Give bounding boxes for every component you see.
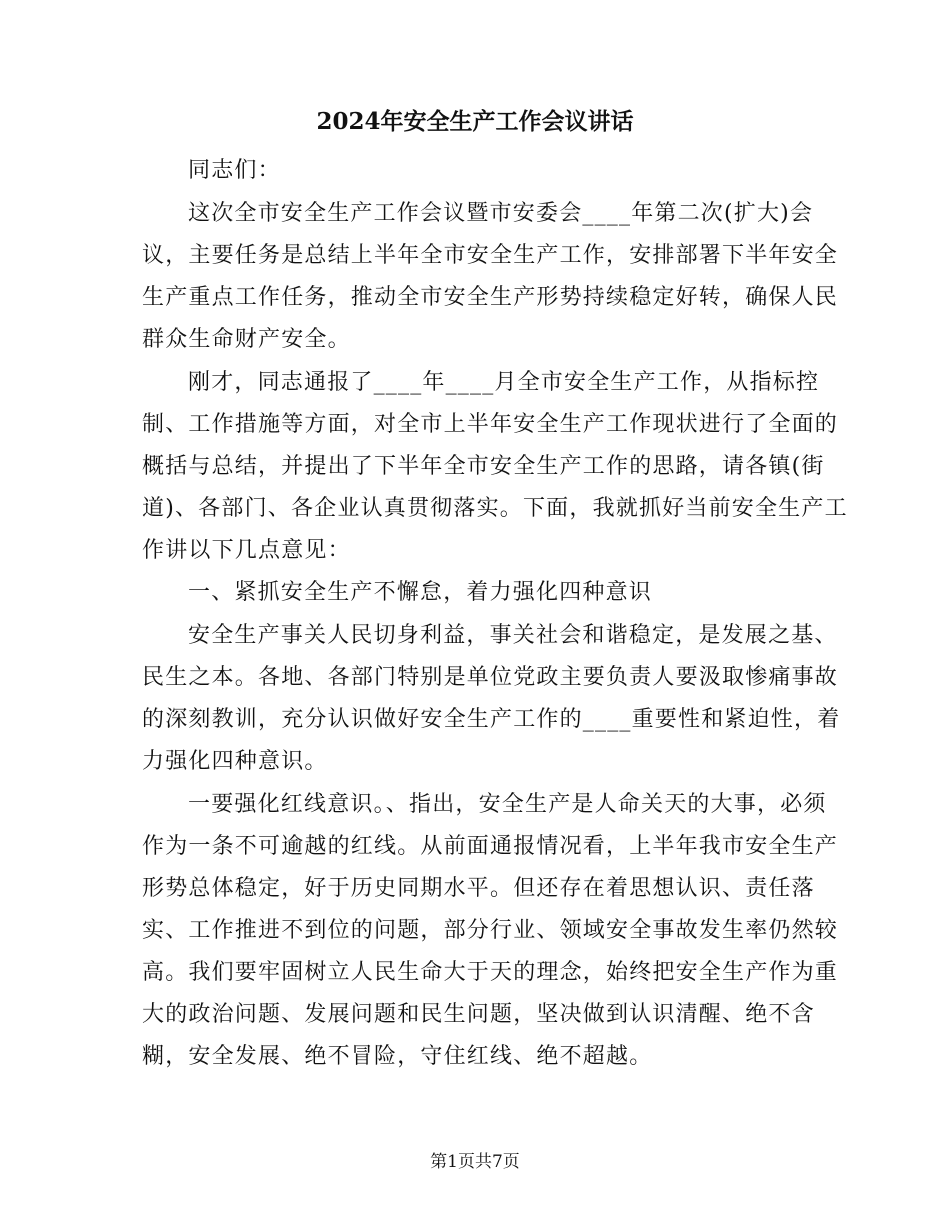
paragraph-line: 道)、各部门、各企业认真贯彻落实。下面，我就抓好当前安全生产工 — [142, 496, 848, 521]
paragraph-line: 实、工作推进不到位的问题，部分行业、领域安全事故发生率仍然较 — [142, 918, 839, 943]
paragraph-line: 力强化四种意识。 — [142, 749, 328, 774]
paragraph-line: 这次全市安全生产工作会议暨市安委会____年第二次(扩大)会 — [188, 201, 814, 226]
paragraph-line: 民生之本。各地、各部门特别是单位党政主要负责人要汲取惨痛事故 — [142, 665, 839, 690]
paragraph-line: 高。我们要牢固树立人民生命大于天的理念，始终把安全生产作为重 — [142, 960, 839, 985]
paragraph-line: 议，主要任务是总结上半年全市安全生产工作，安排部署下半年安全 — [142, 243, 839, 268]
section-heading: 一、紧抓安全生产不懈怠，着力强化四种意识 — [188, 580, 653, 605]
paragraph-line: 糊，安全发展、绝不冒险，守住红线、绝不超越。 — [142, 1044, 653, 1069]
paragraph-line: 大的政治问题、发展问题和民生问题，坚决做到认识清醒、绝不含 — [142, 1002, 815, 1027]
paragraph-line: 刚才，同志通报了____年____月全市安全生产工作，从指标控 — [188, 370, 820, 395]
paragraph-line: 群众生命财产安全。 — [142, 327, 351, 352]
paragraph-line: 安全生产事关人民切身利益，事关社会和谐稳定，是发展之基、 — [188, 623, 838, 648]
paragraph-line: 制、工作措施等方面，对全市上半年安全生产工作现状进行了全面的 — [142, 412, 839, 437]
document-title: 2024年安全生产工作会议讲话 — [316, 108, 634, 135]
paragraph-line: 的深刻教训，充分认识做好安全生产工作的____重要性和紧迫性，着 — [142, 707, 841, 732]
paragraph-line: 作讲以下几点意见： — [142, 538, 351, 563]
paragraph-line: 作为一条不可逾越的红线。从前面通报情况看，上半年我市安全生产 — [142, 834, 839, 859]
paragraph-line: 生产重点工作任务，推动全市安全生产形势持续稳定好转，确保人民 — [142, 285, 839, 310]
page-footer: 第1页共7页 — [430, 1152, 520, 1172]
paragraph-line: 概括与总结，并提出了下半年全市安全生产工作的思路，请各镇(街 — [142, 454, 825, 479]
paragraph-line: 形势总体稳定，好于历史同期水平。但还存在着思想认识、责任落 — [142, 876, 815, 901]
salutation: 同志们： — [188, 158, 281, 183]
paragraph-line: 一要强化红线意识。、指出，安全生产是人命关天的大事，必须 — [188, 792, 827, 817]
